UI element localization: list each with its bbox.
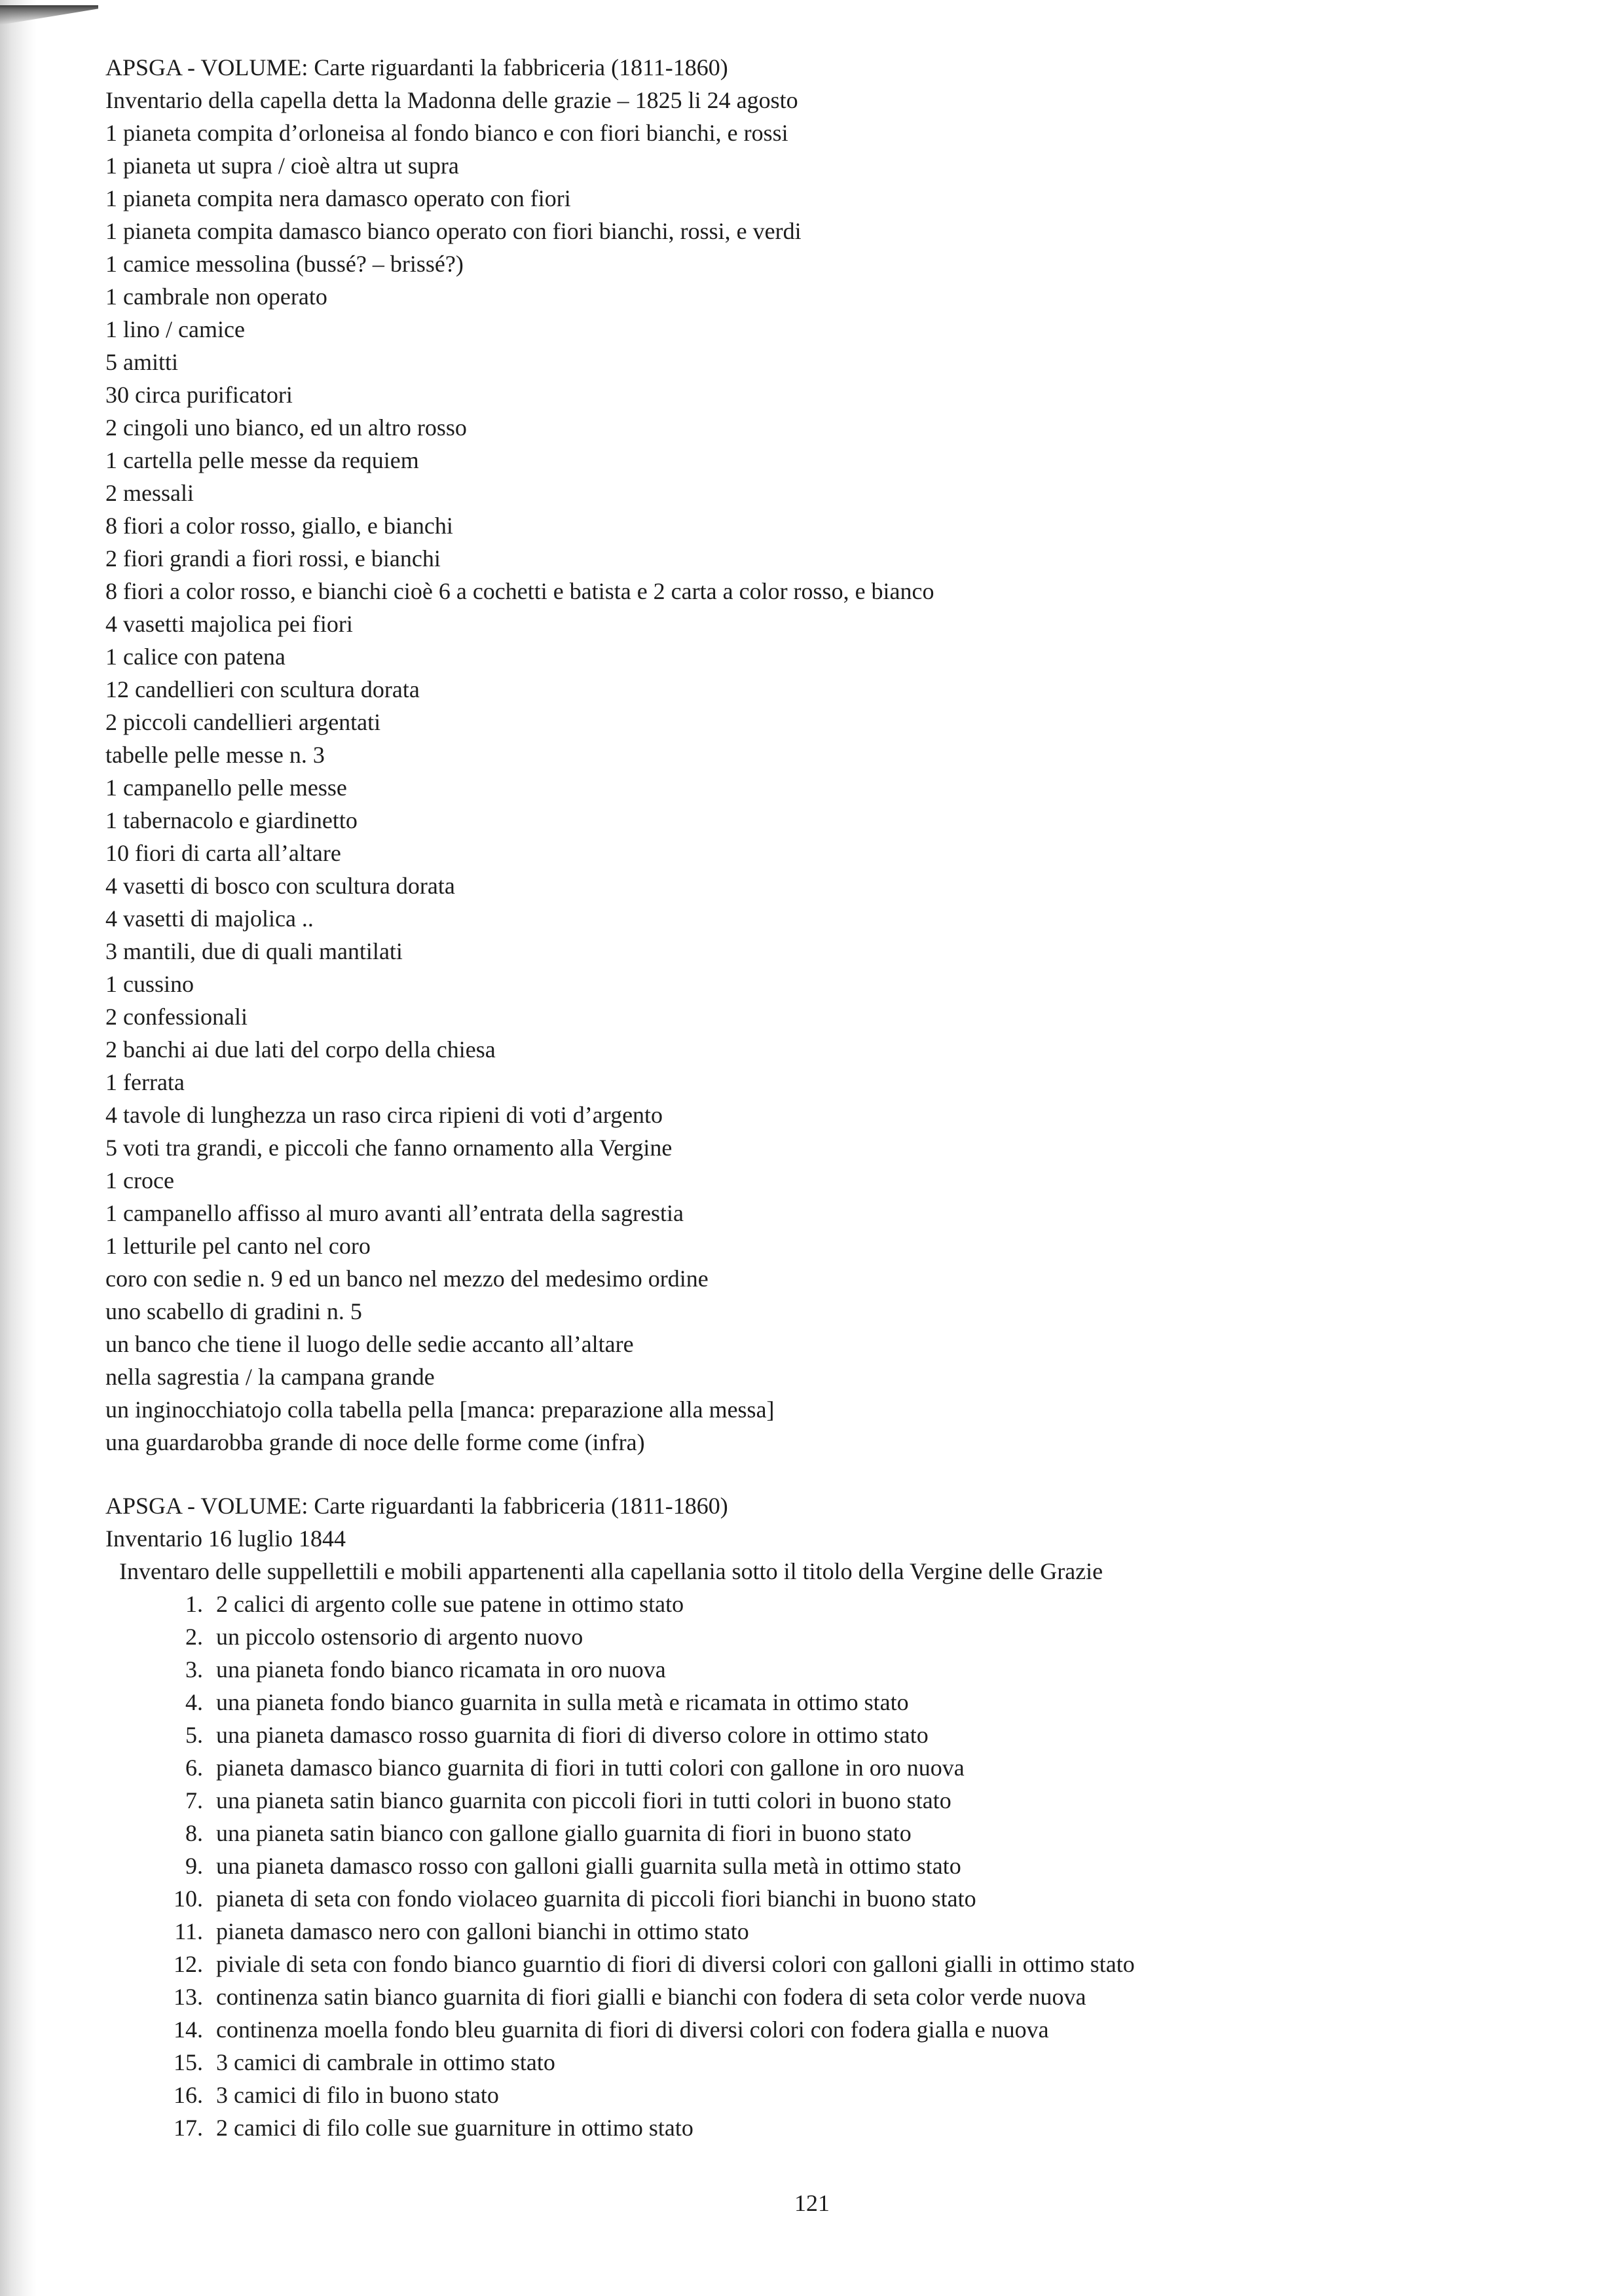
list-item-number: 4.	[185, 1689, 203, 1715]
inventory-line: 2 confessionali	[105, 1004, 248, 1030]
inventory-line: 2 cingoli uno bianco, ed un altro rosso	[105, 414, 467, 441]
list-item	[167, 1751, 965, 1784]
list-item-number: 10.	[174, 1886, 203, 1912]
inventory-line: coro con sedie n. 9 ed un banco nel mezzo del medesimo ordine	[105, 1266, 709, 1292]
list-item-number: 6.	[185, 1755, 203, 1781]
list-item-text: 3 camici di filo in buono stato	[216, 2082, 499, 2108]
list-item	[167, 2111, 693, 2144]
list-item	[167, 1784, 951, 1817]
list-item-text: 2 camici di filo colle sue guarniture in ottimo stato	[216, 2115, 693, 2141]
inventory-line: 2 piccoli candellieri argentati	[105, 709, 381, 735]
list-item-number: 2.	[185, 1624, 203, 1650]
inventory-line: 2 fiori grandi a fiori rossi, e bianchi	[105, 545, 441, 572]
list-item-text: pianeta damasco nero con galloni bianchi in ottimo stato	[216, 1918, 749, 1944]
list-item	[167, 1915, 749, 1948]
list-item	[167, 1686, 909, 1719]
list-item-number: 3.	[185, 1656, 203, 1683]
inventory-line: 2 banchi ai due lati del corpo della chiesa	[105, 1036, 496, 1063]
source-heading: APSGA - VOLUME: Carte riguardanti la fabbriceria (1811-1860)	[105, 1493, 728, 1519]
inventory-line: 1 cambrale non operato	[105, 283, 327, 310]
inventory-line: 1 camice messolina (bussé? – brissé?)	[105, 251, 464, 277]
inventory-line: 1 pianeta compita damasco bianco operato con fiori bianchi, rossi, e verdi	[105, 218, 802, 244]
list-item-text: continenza moella fondo bleu guarnita di fiori di diversi colori con fodera gialla e nuova	[216, 2016, 1049, 2043]
list-item-text: 3 camici di cambrale in ottimo stato	[216, 2049, 555, 2075]
list-item	[167, 2046, 555, 2079]
inventory-line: 4 vasetti di majolica ..	[105, 905, 314, 932]
list-item-number: 15.	[174, 2049, 203, 2075]
inventory-line: 1 pianeta compita nera damasco operato con fiori	[105, 185, 571, 211]
inventory-title: Inventario della capella detta la Madonna delle grazie – 1825 li 24 agosto	[105, 87, 798, 113]
list-item-text: un piccolo ostensorio di argento nuovo	[216, 1624, 583, 1650]
inventory-line: 2 messali	[105, 480, 194, 506]
list-item-number: 16.	[174, 2082, 203, 2108]
inventory-line: 5 amitti	[105, 349, 178, 375]
list-item-text: una pianeta satin bianco con gallone giallo guarnita di fiori in buono stato	[216, 1820, 912, 1846]
list-item-number: 8.	[185, 1820, 203, 1846]
list-item	[167, 1980, 1086, 2013]
inventory-subtitle: Inventaro delle suppellettili e mobili appartenenti alla capellania sotto il titolo della Vergine delle Grazie	[119, 1558, 1103, 1584]
inventory-line: 12 candellieri con scultura dorata	[105, 676, 420, 702]
list-item-text: pianeta damasco bianco guarnita di fiori in tutti colori con gallone in oro nuova	[216, 1755, 965, 1781]
list-item	[167, 2013, 1049, 2046]
list-item-number: 5.	[185, 1722, 203, 1748]
inventory-line: 1 lino / camice	[105, 316, 245, 342]
inventory-line: 3 mantili, due di quali mantilati	[105, 938, 403, 964]
list-item-text: una pianeta damasco rosso con galloni gialli guarnita sulla metà in ottimo stato	[216, 1853, 961, 1879]
inventory-line: 8 fiori a color rosso, e bianchi cioè 6 a cochetti e batista e 2 carta a color rosso, e bianco	[105, 578, 934, 604]
inventory-line: 4 tavole di lunghezza un raso circa ripieni di voti d’argento	[105, 1102, 663, 1128]
list-item-text: 2 calici di argento colle sue patene in ottimo stato	[216, 1591, 684, 1617]
inventory-line: 1 pianeta ut supra / cioè altra ut supra	[105, 153, 459, 179]
inventory-line: 4 vasetti di bosco con scultura dorata	[105, 873, 455, 899]
source-heading: APSGA - VOLUME: Carte riguardanti la fabbriceria (1811-1860)	[105, 54, 728, 81]
scan-edge-shadow	[0, 0, 37, 2296]
list-item-text: pianeta di seta con fondo violaceo guarnita di piccoli fiori bianchi in buono stato	[216, 1886, 976, 1912]
inventory-line: un inginocchiatojo colla tabella pella [manca: preparazione alla messa]	[105, 1396, 775, 1423]
inventory-line: un banco che tiene il luogo delle sedie accanto all’altare	[105, 1331, 634, 1357]
inventory-line: 1 pianeta compita d’orloneisa al fondo bianco e con fiori bianchi, e rossi	[105, 120, 788, 146]
inventory-line: 1 campanello pelle messe	[105, 774, 347, 801]
list-item	[167, 1588, 684, 1620]
inventory-line: 8 fiori a color rosso, giallo, e bianchi	[105, 513, 453, 539]
inventory-line: nella sagrestia / la campana grande	[105, 1364, 435, 1390]
inventory-line: 1 croce	[105, 1167, 174, 1194]
list-item-number: 11.	[174, 1918, 203, 1944]
list-item	[167, 1620, 583, 1653]
list-item	[167, 1653, 666, 1686]
inventory-line: 4 vasetti majolica pei fiori	[105, 611, 353, 637]
inventory-line: 1 calice con patena	[105, 644, 286, 670]
inventory-title: Inventario 16 luglio 1844	[105, 1525, 346, 1552]
list-item-number: 17.	[174, 2115, 203, 2141]
list-item-number: 14.	[174, 2016, 203, 2043]
inventory-line: 1 campanello affisso al muro avanti all’entrata della sagrestia	[105, 1200, 684, 1226]
page-number: 121	[794, 2190, 830, 2216]
list-item-number: 7.	[185, 1787, 203, 1813]
list-item	[167, 2079, 499, 2111]
list-item	[167, 1882, 976, 1915]
list-item-text: una pianeta satin bianco guarnita con piccoli fiori in tutti colori in buono stato	[216, 1787, 951, 1813]
list-item-number: 13.	[174, 1984, 203, 2010]
inventory-line: uno scabello di gradini n. 5	[105, 1298, 362, 1324]
list-item	[167, 1948, 1135, 1980]
list-item-text: una pianeta fondo bianco guarnita in sulla metà e ricamata in ottimo stato	[216, 1689, 909, 1715]
inventory-line: 1 ferrata	[105, 1069, 185, 1095]
inventory-line: 1 cussino	[105, 971, 194, 997]
inventory-line: 5 voti tra grandi, e piccoli che fanno ornamento alla Vergine	[105, 1135, 673, 1161]
list-item	[167, 1817, 912, 1850]
inventory-line: 1 letturile pel canto nel coro	[105, 1233, 371, 1259]
inventory-line: tabelle pelle messe n. 3	[105, 742, 325, 768]
inventory-line: una guardarobba grande di noce delle forme come (infra)	[105, 1429, 645, 1455]
list-item-number: 9.	[185, 1853, 203, 1879]
list-item-text: continenza satin bianco guarnita di fiori gialli e bianchi con fodera di seta color verde nuova	[216, 1984, 1086, 2010]
inventory-line: 1 tabernacolo e giardinetto	[105, 807, 358, 833]
inventory-line: 30 circa purificatori	[105, 382, 293, 408]
list-item-number: 12.	[174, 1951, 203, 1977]
inventory-line: 10 fiori di carta all’altare	[105, 840, 341, 866]
inventory-line: 1 cartella pelle messe da requiem	[105, 447, 419, 473]
list-item-number: 1.	[185, 1591, 203, 1617]
list-item	[167, 1850, 961, 1882]
list-item	[167, 1719, 929, 1751]
list-item-text: piviale di seta con fondo bianco guarntio di fiori di diversi colori con galloni gialli in ottimo stato	[216, 1951, 1135, 1977]
list-item-text: una pianeta fondo bianco ricamata in oro nuova	[216, 1656, 666, 1683]
scan-corner-mark	[0, 5, 98, 25]
list-item-text: una pianeta damasco rosso guarnita di fiori di diverso colore in ottimo stato	[216, 1722, 929, 1748]
